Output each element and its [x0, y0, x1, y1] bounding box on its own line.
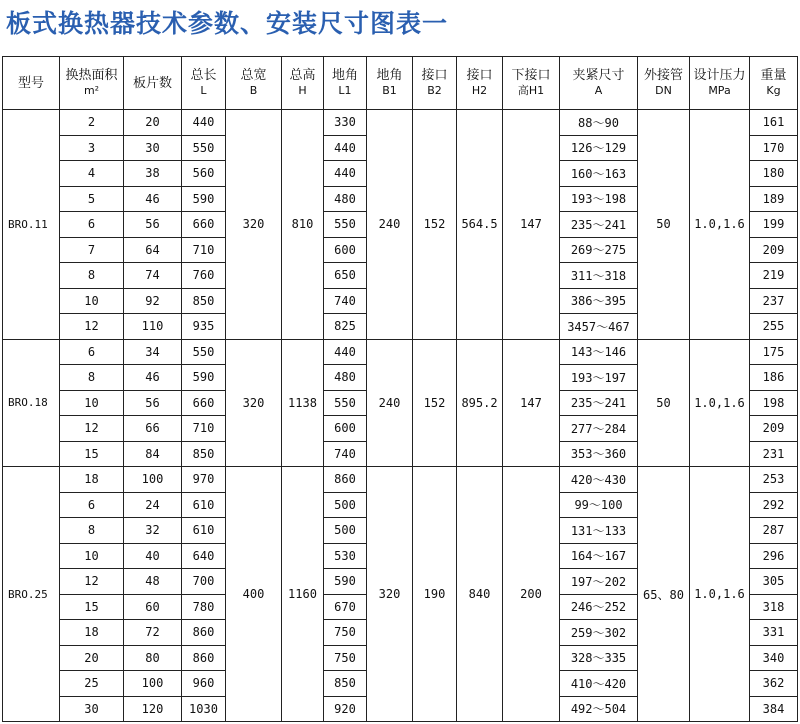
plates-cell: 60 [124, 594, 182, 620]
length-cell: 850 [182, 288, 226, 314]
length-cell: 860 [182, 645, 226, 671]
height-cell: 1138 [282, 339, 324, 467]
table-row [3, 339, 798, 365]
plates-cell: 46 [124, 186, 182, 212]
column-header-label: 板片数 [132, 75, 172, 91]
length-cell: 1030 [182, 696, 226, 722]
area-cell: 3 [60, 135, 124, 161]
weight-cell: 161 [750, 110, 798, 136]
weight-cell: 292 [750, 492, 798, 518]
weight-cell: 170 [750, 135, 798, 161]
weight-cell: 186 [750, 365, 798, 391]
clamp-cell: 99～100 [560, 492, 638, 518]
column-header [324, 57, 367, 110]
plates-cell: 84 [124, 441, 182, 467]
weight-cell: 331 [750, 620, 798, 646]
plates-cell: 24 [124, 492, 182, 518]
area-cell: 10 [60, 390, 124, 416]
area-cell: 12 [60, 314, 124, 340]
column-header-unit: A [594, 84, 603, 97]
column-header-unit: L1 [338, 84, 352, 97]
lower-port-cell: 147 [503, 339, 560, 467]
plates-cell: 120 [124, 696, 182, 722]
plates-cell: 100 [124, 467, 182, 493]
column-header-label: 接口 [466, 68, 493, 83]
anchor-l1-cell: 590 [324, 569, 367, 595]
column-header [560, 57, 638, 110]
spec-table [2, 56, 798, 722]
length-cell: 550 [182, 135, 226, 161]
weight-cell: 318 [750, 594, 798, 620]
length-cell: 660 [182, 212, 226, 238]
plates-cell: 74 [124, 263, 182, 289]
length-cell: 550 [182, 339, 226, 365]
weight-cell: 384 [750, 696, 798, 722]
weight-cell: 237 [750, 288, 798, 314]
plates-cell: 92 [124, 288, 182, 314]
weight-cell: 253 [750, 467, 798, 493]
pressure-cell: 1.0,1.6 [690, 339, 750, 467]
weight-cell: 175 [750, 339, 798, 365]
plates-cell: 66 [124, 416, 182, 442]
column-header-label: 总宽 [240, 68, 267, 83]
table-row [3, 110, 798, 136]
clamp-cell: 193～198 [560, 186, 638, 212]
area-cell: 18 [60, 467, 124, 493]
length-cell: 970 [182, 467, 226, 493]
port-b2-cell: 152 [413, 110, 457, 340]
column-header [226, 57, 282, 110]
anchor-l1-cell: 500 [324, 492, 367, 518]
column-header-unit: 高H1 [517, 84, 545, 97]
weight-cell: 231 [750, 441, 798, 467]
area-cell: 18 [60, 620, 124, 646]
weight-cell: 219 [750, 263, 798, 289]
clamp-cell: 126～129 [560, 135, 638, 161]
length-cell: 590 [182, 186, 226, 212]
length-cell: 860 [182, 620, 226, 646]
weight-cell: 180 [750, 161, 798, 187]
plates-cell: 30 [124, 135, 182, 161]
port-b2-cell: 190 [413, 467, 457, 722]
length-cell: 700 [182, 569, 226, 595]
anchor-l1-cell: 750 [324, 645, 367, 671]
length-cell: 710 [182, 237, 226, 263]
weight-cell: 362 [750, 671, 798, 697]
length-cell: 590 [182, 365, 226, 391]
length-cell: 960 [182, 671, 226, 697]
length-cell: 710 [182, 416, 226, 442]
length-cell: 780 [182, 594, 226, 620]
clamp-cell: 160～163 [560, 161, 638, 187]
clamp-cell: 164～167 [560, 543, 638, 569]
area-cell: 25 [60, 671, 124, 697]
anchor-l1-cell: 740 [324, 288, 367, 314]
column-header [60, 57, 124, 110]
column-header-label: 接口 [421, 68, 448, 83]
area-cell: 4 [60, 161, 124, 187]
area-cell: 2 [60, 110, 124, 136]
column-header [750, 57, 798, 110]
column-header [3, 57, 60, 110]
column-header-label: 外接管 [643, 68, 683, 83]
column-header [638, 57, 690, 110]
column-header [503, 57, 560, 110]
area-cell: 6 [60, 492, 124, 518]
model-cell: BRO.18 [3, 339, 60, 467]
weight-cell: 287 [750, 518, 798, 544]
column-header [282, 57, 324, 110]
anchor-l1-cell: 500 [324, 518, 367, 544]
weight-cell: 340 [750, 645, 798, 671]
length-cell: 640 [182, 543, 226, 569]
clamp-cell: 328～335 [560, 645, 638, 671]
column-header-unit: H [298, 84, 307, 97]
clamp-cell: 193～197 [560, 365, 638, 391]
column-header [367, 57, 413, 110]
anchor-l1-cell: 740 [324, 441, 367, 467]
plates-cell: 72 [124, 620, 182, 646]
column-header-unit: B2 [427, 84, 442, 97]
model-cell: BRO.11 [3, 110, 60, 340]
area-cell: 10 [60, 543, 124, 569]
weight-cell: 209 [750, 416, 798, 442]
column-header-unit: m² [83, 84, 100, 97]
clamp-cell: 131～133 [560, 518, 638, 544]
clamp-cell: 410～420 [560, 671, 638, 697]
column-header-label: 总长 [190, 68, 217, 83]
column-header-label: 地角 [331, 68, 358, 83]
dn-cell: 50 [638, 339, 690, 467]
anchor-b1-cell: 320 [367, 467, 413, 722]
area-cell: 8 [60, 518, 124, 544]
clamp-cell: 492～504 [560, 696, 638, 722]
area-cell: 8 [60, 263, 124, 289]
clamp-cell: 420～430 [560, 467, 638, 493]
column-header-label: 重量 [760, 68, 787, 83]
length-cell: 560 [182, 161, 226, 187]
clamp-cell: 246～252 [560, 594, 638, 620]
anchor-l1-cell: 480 [324, 365, 367, 391]
height-cell: 810 [282, 110, 324, 340]
clamp-cell: 143～146 [560, 339, 638, 365]
lower-port-cell: 200 [503, 467, 560, 722]
anchor-l1-cell: 330 [324, 110, 367, 136]
anchor-l1-cell: 440 [324, 135, 367, 161]
plates-cell: 38 [124, 161, 182, 187]
anchor-l1-cell: 550 [324, 212, 367, 238]
plates-cell: 56 [124, 212, 182, 238]
clamp-cell: 386～395 [560, 288, 638, 314]
clamp-cell: 88～90 [560, 110, 638, 136]
port-b2-cell: 152 [413, 339, 457, 467]
area-cell: 6 [60, 212, 124, 238]
column-header-label: 总高 [289, 68, 316, 83]
model-cell: BRO.25 [3, 467, 60, 722]
plates-cell: 64 [124, 237, 182, 263]
length-cell: 610 [182, 492, 226, 518]
column-header-unit: DN [655, 84, 672, 97]
pressure-cell: 1.0,1.6 [690, 110, 750, 340]
area-cell: 12 [60, 569, 124, 595]
area-cell: 7 [60, 237, 124, 263]
length-cell: 850 [182, 441, 226, 467]
plates-cell: 100 [124, 671, 182, 697]
pressure-cell: 1.0,1.6 [690, 467, 750, 722]
clamp-cell: 197～202 [560, 569, 638, 595]
column-header-unit: Kg [766, 84, 781, 97]
plates-cell: 20 [124, 110, 182, 136]
clamp-cell: 3457～467 [560, 314, 638, 340]
anchor-l1-cell: 650 [324, 263, 367, 289]
table-row [3, 467, 798, 493]
area-cell: 20 [60, 645, 124, 671]
column-header [413, 57, 457, 110]
column-header-unit: MPa [708, 84, 731, 97]
area-cell: 15 [60, 594, 124, 620]
height-cell: 1160 [282, 467, 324, 722]
anchor-l1-cell: 750 [324, 620, 367, 646]
port-h2-cell: 895.2 [457, 339, 503, 467]
clamp-cell: 259～302 [560, 620, 638, 646]
anchor-l1-cell: 480 [324, 186, 367, 212]
dn-cell: 65、80 [638, 467, 690, 722]
dn-cell: 50 [638, 110, 690, 340]
anchor-l1-cell: 860 [324, 467, 367, 493]
area-cell: 5 [60, 186, 124, 212]
anchor-l1-cell: 440 [324, 161, 367, 187]
weight-cell: 199 [750, 212, 798, 238]
anchor-l1-cell: 550 [324, 390, 367, 416]
column-header-label: 换热面积 [65, 68, 118, 83]
plates-cell: 56 [124, 390, 182, 416]
area-cell: 8 [60, 365, 124, 391]
plates-cell: 34 [124, 339, 182, 365]
column-header-unit: L [200, 84, 207, 97]
anchor-l1-cell: 600 [324, 416, 367, 442]
plates-cell: 32 [124, 518, 182, 544]
column-header-label: 设计压力 [693, 68, 746, 83]
header-row [3, 57, 798, 110]
length-cell: 440 [182, 110, 226, 136]
plates-cell: 46 [124, 365, 182, 391]
column-header [690, 57, 750, 110]
clamp-cell: 353～360 [560, 441, 638, 467]
weight-cell: 198 [750, 390, 798, 416]
width-cell: 320 [226, 339, 282, 467]
anchor-l1-cell: 850 [324, 671, 367, 697]
anchor-l1-cell: 600 [324, 237, 367, 263]
column-header-unit: B1 [382, 84, 397, 97]
port-h2-cell: 840 [457, 467, 503, 722]
anchor-b1-cell: 240 [367, 110, 413, 340]
anchor-l1-cell: 825 [324, 314, 367, 340]
column-header-label: 地角 [376, 68, 403, 83]
plates-cell: 110 [124, 314, 182, 340]
table-body [3, 110, 798, 722]
column-header-unit: H2 [471, 84, 488, 97]
plates-cell: 48 [124, 569, 182, 595]
length-cell: 760 [182, 263, 226, 289]
page-title: 板式换热器技术参数、安装尺寸图表一 [6, 9, 449, 38]
area-cell: 30 [60, 696, 124, 722]
length-cell: 935 [182, 314, 226, 340]
area-cell: 10 [60, 288, 124, 314]
column-header-label: 夹紧尺寸 [572, 68, 625, 83]
column-header-label: 下接口 [511, 68, 551, 83]
weight-cell: 296 [750, 543, 798, 569]
weight-cell: 305 [750, 569, 798, 595]
plates-cell: 80 [124, 645, 182, 671]
area-cell: 6 [60, 339, 124, 365]
anchor-b1-cell: 240 [367, 339, 413, 467]
port-h2-cell: 564.5 [457, 110, 503, 340]
weight-cell: 255 [750, 314, 798, 340]
length-cell: 660 [182, 390, 226, 416]
column-header [182, 57, 226, 110]
column-header [457, 57, 503, 110]
length-cell: 610 [182, 518, 226, 544]
lower-port-cell: 147 [503, 110, 560, 340]
anchor-l1-cell: 530 [324, 543, 367, 569]
anchor-l1-cell: 670 [324, 594, 367, 620]
weight-cell: 189 [750, 186, 798, 212]
clamp-cell: 235～241 [560, 212, 638, 238]
column-header-unit: B [249, 84, 258, 97]
plates-cell: 40 [124, 543, 182, 569]
width-cell: 320 [226, 110, 282, 340]
anchor-l1-cell: 440 [324, 339, 367, 365]
area-cell: 15 [60, 441, 124, 467]
area-cell: 12 [60, 416, 124, 442]
clamp-cell: 311～318 [560, 263, 638, 289]
clamp-cell: 277～284 [560, 416, 638, 442]
clamp-cell: 269～275 [560, 237, 638, 263]
anchor-l1-cell: 920 [324, 696, 367, 722]
column-header-label: 型号 [17, 75, 44, 91]
weight-cell: 209 [750, 237, 798, 263]
column-header [124, 57, 182, 110]
clamp-cell: 235～241 [560, 390, 638, 416]
width-cell: 400 [226, 467, 282, 722]
